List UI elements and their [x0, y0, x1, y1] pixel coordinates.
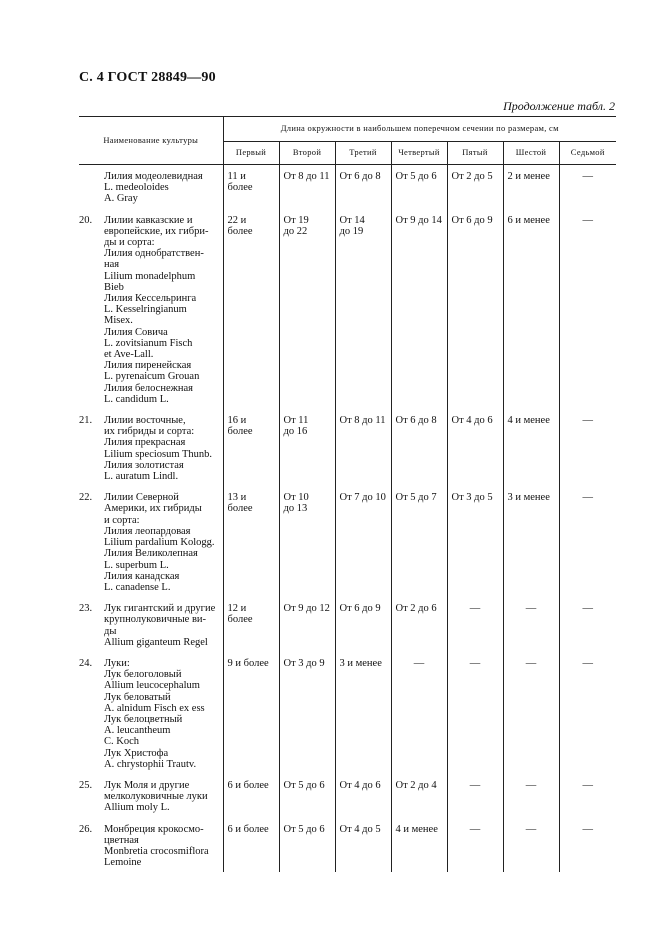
size-value-cell [391, 486, 447, 597]
table-row [79, 597, 616, 652]
table-row [79, 652, 616, 774]
table-row [79, 774, 616, 818]
size-value-cell [447, 209, 503, 409]
size-value-text: 16 и [227, 415, 247, 427]
size-value-text: 9 и более [227, 657, 269, 669]
size-value-cell [559, 409, 616, 486]
size-value-text: — [582, 171, 593, 182]
size-value-text: 4 и менее [395, 823, 438, 835]
size-value-text: От 6 до 9 [451, 214, 493, 226]
size-value-text: От 6 до 8 [395, 415, 437, 427]
size-value-text: От 14 [339, 214, 365, 226]
culture-name-line: et Ave-Lall. [104, 349, 154, 361]
size-value-cell [279, 165, 335, 209]
size-value-text: — [469, 779, 481, 791]
culture-name-cell [79, 597, 223, 652]
size-value-text: 12 и [227, 603, 247, 615]
size-value-text: — [582, 492, 593, 504]
culture-name-line: Лилии восточные, [104, 415, 186, 427]
size-value-text: до 16 [283, 426, 308, 438]
size-value-text: 2 и менее [507, 171, 550, 182]
culture-name-line: Монбреция крокосмо- [104, 823, 204, 835]
table-row [79, 165, 616, 209]
culture-name-line: L. superbum L. [104, 559, 169, 571]
size-value-text: более [227, 614, 253, 626]
size-value-cell [335, 209, 391, 409]
row-number: 24. [79, 657, 93, 669]
culture-name-line: Allium giganteum Regel [104, 636, 208, 648]
culture-name-line: Лилия однобратствен- [104, 248, 204, 260]
row-number: 20. [79, 214, 93, 226]
size-value-text: 3 и менее [339, 657, 382, 669]
culture-name-line: ная [104, 259, 120, 271]
size-value-text: От 2 до 5 [451, 171, 493, 182]
size-value-cell [279, 652, 335, 774]
culture-name-cell [79, 486, 223, 597]
size-value-cell [559, 486, 616, 597]
size-value-cell [335, 597, 391, 652]
size-value-cell [223, 165, 279, 209]
size-value-cell [223, 409, 279, 486]
size-value-cell [335, 486, 391, 597]
culture-name-line: L. canadense L. [104, 581, 171, 593]
size-value-cell [279, 818, 335, 873]
table-caption: Продолжение табл. 2 [503, 99, 615, 113]
culture-name-cell [79, 165, 223, 209]
table-row [79, 409, 616, 486]
culture-size-table [79, 116, 616, 872]
size-value-text: более [227, 182, 253, 194]
size-value-cell [447, 165, 503, 209]
column-header-size: Пятый [447, 142, 503, 165]
size-value-cell [391, 409, 447, 486]
size-value-text: — [582, 214, 593, 226]
size-value-text: От 3 до 5 [451, 492, 493, 504]
column-header-culture-name: Наименование культуры [79, 117, 223, 165]
culture-name-line: Lilium pardalium Kologg. [104, 537, 215, 549]
column-header-size: Четвертый [391, 142, 447, 165]
size-value-cell [559, 774, 616, 818]
size-value-text: 6 и более [227, 823, 269, 835]
culture-name-line: Лилия золотистая [104, 459, 184, 471]
culture-name-line: Лилия белоснежная [104, 382, 193, 394]
size-value-cell [447, 409, 503, 486]
size-value-cell [223, 818, 279, 873]
size-value-text: — [469, 823, 481, 835]
size-value-cell [447, 652, 503, 774]
size-value-cell [335, 409, 391, 486]
size-value-text: 11 и [227, 171, 246, 182]
size-value-text: — [525, 657, 537, 669]
size-value-text: более [227, 426, 253, 438]
culture-name-line: Allium leucocephalum [104, 680, 200, 692]
size-value-text: От 8 до 11 [339, 415, 386, 427]
culture-name-line: Bieb [104, 281, 124, 293]
culture-name-line: европейские, их гибри- [104, 225, 209, 237]
culture-name-line: мелколуковичные луки [104, 791, 208, 803]
size-value-cell [391, 818, 447, 873]
column-group-header: Длина окружности в наибольшем поперечном сечении по размерам, см [223, 117, 616, 142]
culture-name-line: ды и сорта: [104, 237, 155, 249]
row-number: 22. [79, 492, 93, 504]
size-value-text: От 6 до 8 [339, 171, 381, 182]
size-value-cell [503, 409, 559, 486]
culture-name-line: Лилия прекрасная [104, 437, 186, 449]
size-value-cell [391, 652, 447, 774]
size-value-cell [391, 597, 447, 652]
size-value-text: От 11 [283, 415, 309, 427]
size-value-text: От 2 до 4 [395, 779, 437, 791]
size-value-cell [391, 209, 447, 409]
size-value-text: — [582, 779, 593, 791]
size-value-cell [503, 652, 559, 774]
size-value-text: до 22 [283, 225, 308, 237]
size-value-text: — [582, 603, 593, 615]
culture-name-cell [79, 774, 223, 818]
size-value-text: — [525, 823, 537, 835]
size-value-text: От 5 до 6 [283, 779, 325, 791]
size-value-text: — [582, 657, 593, 669]
row-number: 26. [79, 823, 93, 835]
culture-name-line: Лилии кавказские и [104, 214, 193, 226]
size-value-text: до 19 [339, 225, 364, 237]
size-value-cell [335, 652, 391, 774]
size-value-text: От 8 до 11 [283, 171, 330, 182]
size-value-text: 6 и менее [507, 214, 550, 226]
culture-name-line: L. pyrenaicum Grouan [104, 371, 200, 383]
size-value-text: От 6 до 9 [339, 603, 381, 615]
culture-name-line: Лук белоголовый [104, 669, 182, 681]
culture-name-cell [79, 209, 223, 409]
size-value-text: От 5 до 6 [283, 823, 325, 835]
culture-name-line: Лилия Великолепная [104, 548, 198, 560]
column-header-size: Третий [335, 142, 391, 165]
size-value-cell [447, 597, 503, 652]
culture-name-line: Lilium speciosum Thunb. [104, 448, 213, 460]
size-value-text: От 4 до 6 [451, 415, 493, 427]
size-value-cell [391, 774, 447, 818]
culture-name-cell [79, 652, 223, 774]
row-number: 25. [79, 779, 93, 791]
culture-name-cell [79, 818, 223, 873]
culture-name-line: Лилия пиренейская [104, 360, 192, 372]
size-value-text: 22 и [227, 214, 247, 226]
table-row [79, 818, 616, 873]
culture-name-cell [79, 409, 223, 486]
culture-name-line: Лук беловатый [104, 691, 171, 703]
culture-name-line: Лук Моля и другие [104, 779, 190, 791]
size-value-text: От 9 до 12 [283, 603, 330, 615]
culture-name-line: A. alnidum Fisch ex ess [104, 702, 205, 714]
size-value-text: более [227, 225, 253, 237]
culture-name-line: Lemoine [104, 857, 142, 869]
size-value-text: до 13 [283, 503, 308, 515]
culture-name-line: A. chrystophii Trautv. [104, 758, 197, 770]
page-header: С. 4 ГОСТ 28849—90 [79, 70, 216, 85]
size-value-cell [447, 486, 503, 597]
size-value-text: — [582, 415, 593, 427]
size-value-cell [279, 774, 335, 818]
size-value-cell [335, 165, 391, 209]
culture-name-line: L. zovitsianum Fisch [104, 337, 193, 349]
size-value-cell [279, 409, 335, 486]
size-value-cell [223, 652, 279, 774]
size-value-cell [559, 165, 616, 209]
size-value-cell [335, 774, 391, 818]
size-value-cell [559, 597, 616, 652]
size-value-text: От 5 до 7 [395, 492, 437, 504]
size-value-text: От 2 до 6 [395, 603, 437, 615]
size-value-text: От 3 до 9 [283, 657, 325, 669]
size-value-text: От 9 до 14 [395, 214, 442, 226]
size-value-text: 13 и [227, 492, 247, 504]
culture-name-line: Lilium monadelphum [104, 270, 196, 282]
size-value-text: От 7 до 10 [339, 492, 386, 504]
culture-name-line: ды [104, 625, 117, 637]
size-value-text: — [525, 603, 537, 615]
culture-name-line: L. candidum L. [104, 393, 169, 405]
size-value-cell [223, 774, 279, 818]
size-value-cell [447, 818, 503, 873]
column-header-size: Первый [223, 142, 279, 165]
size-value-text: — [525, 779, 537, 791]
size-value-cell [223, 597, 279, 652]
culture-name-line: Лилии Северной [104, 492, 179, 504]
size-value-cell [503, 209, 559, 409]
size-value-text: 4 и менее [507, 415, 550, 427]
size-value-text: От 4 до 6 [339, 779, 381, 791]
culture-name-line: Лилия Кессельринга [104, 293, 197, 305]
culture-name-line: Лилия модеолевидная [104, 171, 203, 182]
size-value-cell [223, 209, 279, 409]
size-value-text: — [582, 823, 593, 835]
row-number [79, 171, 104, 205]
size-value-cell [503, 597, 559, 652]
culture-name-line: L. Kesselringianum [104, 304, 187, 316]
column-header-size: Шестой [503, 142, 559, 165]
culture-name-line: A. leucantheum [104, 725, 171, 737]
size-value-cell [279, 209, 335, 409]
culture-name-line: Лук гигантский и другие [104, 603, 216, 615]
size-value-text: 6 и более [227, 779, 269, 791]
culture-name-line: Monbretia crocosmiflora [104, 845, 209, 857]
size-value-cell [559, 652, 616, 774]
culture-name-line: Америки, их гибриды [104, 503, 202, 515]
size-value-text: более [227, 503, 253, 515]
culture-name-line: L. auratum Lindl. [104, 471, 179, 483]
size-value-cell [503, 774, 559, 818]
culture-name-line: A. Gray [104, 193, 138, 205]
size-value-cell [335, 818, 391, 873]
culture-name-line: Лилия канадская [104, 570, 180, 582]
culture-name-line: цветная [104, 834, 139, 846]
size-value-text: — [469, 657, 481, 669]
table-row [79, 209, 616, 409]
table-row [79, 486, 616, 597]
size-value-cell [391, 165, 447, 209]
size-value-text: 3 и менее [507, 492, 550, 504]
culture-name-line: Лилия леопардовая [104, 525, 191, 537]
row-number: 21. [79, 415, 93, 427]
culture-name-line: их гибриды и сорта: [104, 426, 195, 438]
culture-name-line: Лилия Совича [104, 326, 168, 338]
size-value-text: От 19 [283, 214, 309, 226]
size-value-cell [279, 486, 335, 597]
size-value-cell [447, 774, 503, 818]
culture-name-line: Лук белоцветный [104, 713, 183, 725]
size-value-cell [223, 486, 279, 597]
size-value-cell [279, 597, 335, 652]
culture-name-line: крупнолуковичные ви- [104, 614, 207, 626]
culture-name-line: и сорта: [104, 514, 140, 526]
size-value-text: — [469, 603, 481, 615]
culture-name-line: Allium moly L. [104, 802, 170, 814]
size-value-cell [503, 165, 559, 209]
size-value-text: От 4 до 5 [339, 823, 381, 835]
size-value-cell [503, 486, 559, 597]
column-header-size: Второй [279, 142, 335, 165]
size-value-cell [503, 818, 559, 873]
size-value-text: От 5 до 6 [395, 171, 437, 182]
size-value-cell [559, 209, 616, 409]
culture-name-line: L. medeoloides [104, 182, 169, 194]
culture-name-line: Misex. [104, 315, 133, 327]
size-value-text: — [413, 657, 425, 669]
culture-name-line: Луки: [104, 657, 130, 669]
culture-name-line: Лук Христофа [104, 747, 169, 759]
row-number: 23. [79, 603, 93, 615]
column-header-size: Седьмой [559, 142, 616, 165]
size-value-text: От 10 [283, 492, 309, 504]
size-value-cell [559, 818, 616, 873]
culture-name-line: C. Koch [104, 736, 139, 748]
